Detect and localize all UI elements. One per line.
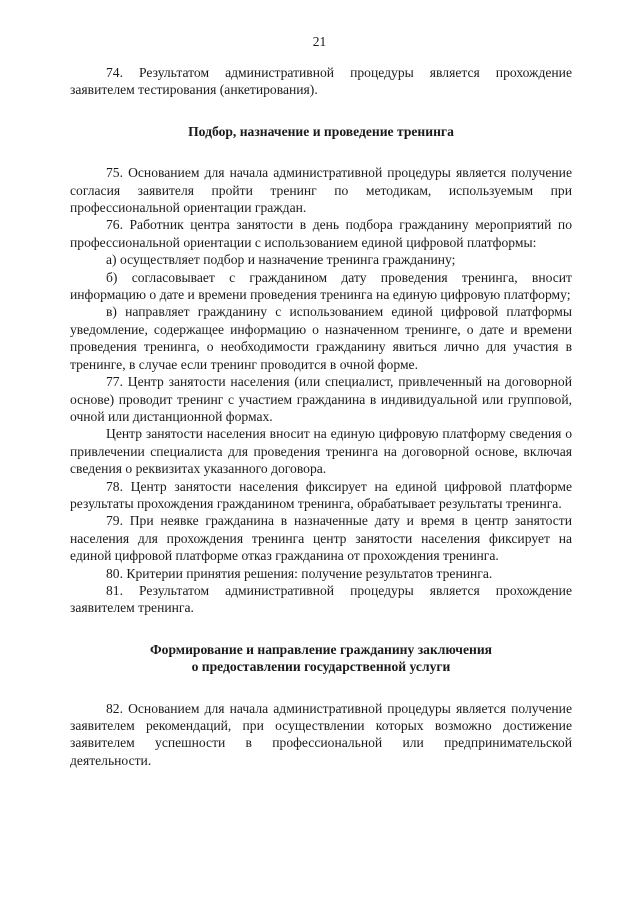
- paragraph: 79. При неявке гражданина в назначенные дату и время в центр занятости населения для прохождения тренинга центр занятости населения фиксирует на единой цифровой платформе отказ гражданина от прохождения тренинга.: [70, 513, 572, 564]
- section-heading-line: о предоставлении государственной услуги: [191, 659, 451, 675]
- section-heading: [70, 641, 572, 676]
- paragraph: 82. Основанием для начала административной процедуры является получение заявителем рекомендаций, при осуществлении которых возможно достижение заявителем успешности в профессиональной или предпринимательской деятельности.: [70, 700, 572, 768]
- paragraph: 78. Центр занятости населения фиксирует на единой цифровой платформе результаты прохождения гражданином тренинга, обрабатывает результаты тренинга.: [70, 478, 572, 511]
- paragraph: 76. Работник центра занятости в день подбора гражданину мероприятий по профессиональной ориентации с использованием единой цифровой платформы:: [70, 217, 572, 250]
- paragraph: в) направляет гражданину с использованием единой цифровой платформы уведомление, содержащее информацию о назначенном тренинге, о дате и времени проведения тренинга, о необходимости гражданину явиться лично для участия в тренинге, в случае если тренинг проводится в очной форме.: [70, 304, 572, 372]
- page-number: 21: [312, 34, 327, 49]
- section-heading-line: Подбор, назначение и проведение тренинга: [188, 123, 454, 139]
- paragraph: 80. Критерии принятия решения: получение результатов тренинга.: [106, 565, 493, 581]
- spacer: [70, 676, 572, 700]
- section-heading-line: Формирование и направление гражданину заключения: [149, 641, 493, 657]
- paragraph: б) согласовывает с гражданином дату проведения тренинга, вносит информацию о дате и времени проведения тренинга на единую цифровую платформу;: [70, 269, 572, 303]
- paragraph: Центр занятости населения вносит на единую цифровую платформу сведения о привлечении специалиста для проведения тренинга на договорной основе, включая сведения о реквизитах указанного договора.: [70, 426, 572, 477]
- document-body: [70, 64, 572, 769]
- spacer: [70, 617, 572, 641]
- spacer: [70, 99, 572, 123]
- paragraph: 74. Результатом административной процедуры является прохождение заявителем тестирования (анкетирования).: [70, 65, 572, 98]
- paragraph: а) осуществляет подбор и назначение тренинга гражданину;: [106, 252, 456, 268]
- spacer: [70, 140, 572, 164]
- paragraph: 75. Основанием для начала административной процедуры является получение согласия заявителя пройти тренинг по методикам, используемым при профессиональной ориентации граждан.: [70, 165, 572, 216]
- section-heading: [70, 123, 572, 140]
- paragraph: 81. Результатом административной процедуры является прохождение заявителем тренинга.: [70, 582, 572, 616]
- paragraph: 77. Центр занятости населения (или специалист, привлеченный на договорной основе) проводит тренинг с участием гражданина в индивидуальной или групповой, очной или дистанционной формах.: [70, 374, 572, 424]
